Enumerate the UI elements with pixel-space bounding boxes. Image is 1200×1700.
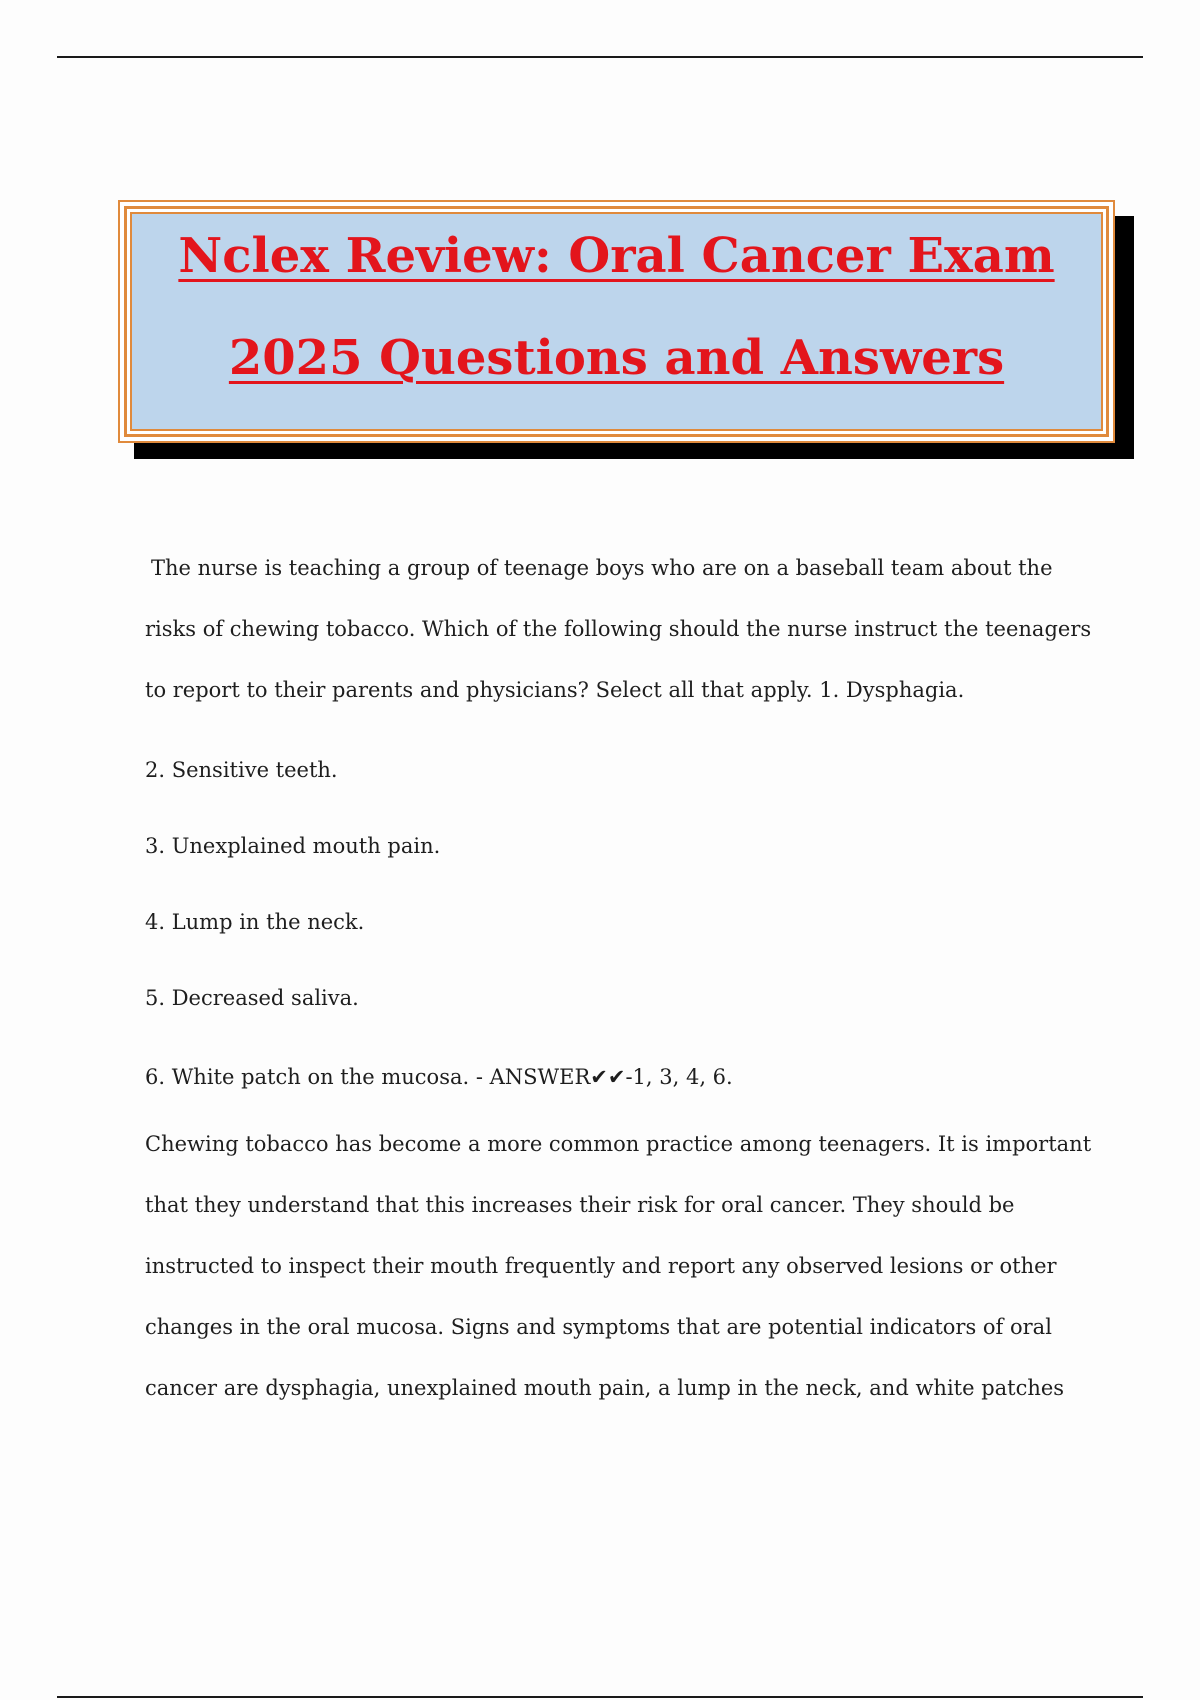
option-item: 5. Decreased saliva. bbox=[145, 986, 359, 1010]
option-item: 3. Unexplained mouth pain. bbox=[145, 834, 441, 858]
option-item-with-answer: 6. White patch on the mucosa. - ANSWER✔✔-1, 3, 4, 6. bbox=[145, 1065, 733, 1089]
option-item: 2. Sensitive teeth. bbox=[145, 758, 338, 782]
title-box bbox=[118, 200, 1115, 443]
document-title-line-2: 2025 Questions and Answers bbox=[228, 330, 1005, 386]
top-rule bbox=[57, 56, 1143, 58]
document-title-line-1: Nclex Review: Oral Cancer Exam bbox=[178, 228, 1055, 284]
bottom-rule bbox=[57, 1696, 1143, 1698]
document-body bbox=[145, 538, 1105, 1400]
answer-rationale: Chewing tobacco has become a more common practice among teenagers. It is important that they understand that this increases their risk for oral cancer. They should be instructed to inspect their mouth frequently and report any observed lesions or other changes in the oral mucosa. Signs and symptoms that are potential indicators of oral cancer are dysphagia, unexplained mouth pain, a lump in the neck, and white patches bbox=[145, 1132, 1092, 1400]
title-banner bbox=[118, 200, 1115, 443]
option-item: 4. Lump in the neck. bbox=[145, 910, 365, 934]
question-intro: The nurse is teaching a group of teenage boys who are on a baseball team about the risks of chewing tobacco. Which of the following should the nurse instruct the teenagers to report to their parents and physicians? Select all that apply. 1. Dysphagia. bbox=[145, 556, 1092, 702]
